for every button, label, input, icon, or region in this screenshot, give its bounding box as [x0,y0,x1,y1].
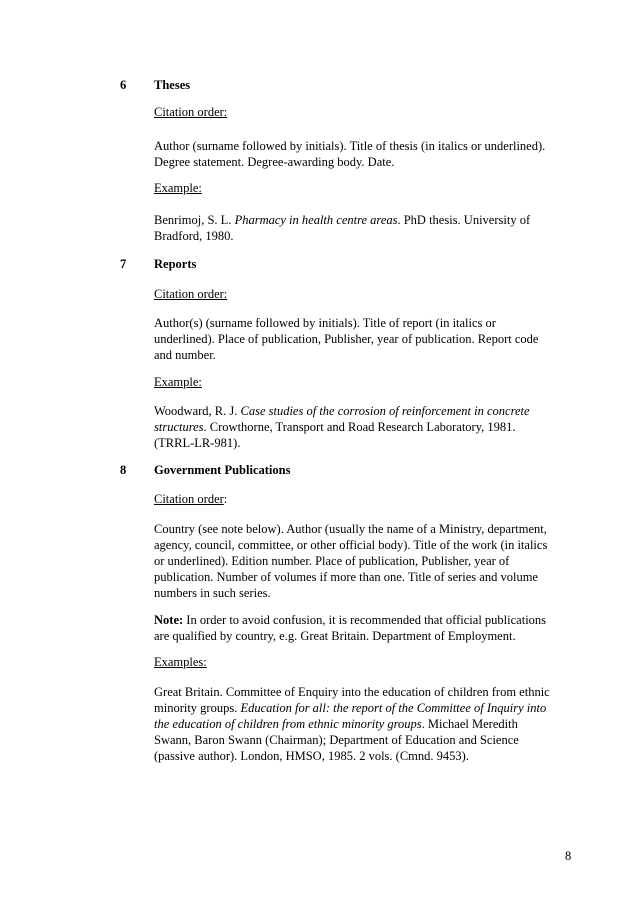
section-heading: Government Publications [154,463,291,477]
citation-order-label: Citation order: [154,105,228,119]
citation-order-text: Author (surname followed by initials). Title of thesis (in italics or underlined). Degree statement. Degree-awarding body. Date. [154,139,546,169]
example-text: Woodward, R. J. Case studies of the corrosion of reinforcement in concrete structures. Crowthorne, Transport and Road Research Laboratory, 1981. (TRRL-LR-981). [154,404,530,450]
note-text: Note: In order to avoid confusion, it is recommended that official publications are qualified by country, e.g. Great Britain. Department of Employment. [154,613,547,643]
citation-order-text: Author(s) (surname followed by initials). Title of report (in italics or underlined). Place of publication, Publisher, year of publication. Report code and number. [154,316,539,362]
citation-order-label: Citation order: [154,287,228,301]
example-text: Benrimoj, S. L. Pharmacy in health centre areas. PhD thesis. University of Bradford, 1980. [154,213,531,243]
example-label: Example: [154,375,202,389]
section-number: 8 [120,463,127,477]
section-heading: Theses [154,78,191,92]
section-number: 7 [120,257,127,271]
section-heading: Reports [154,257,197,271]
citation-order-label: Citation order: [154,492,228,506]
example-label: Example: [154,181,202,195]
examples-text: Great Britain. Committee of Enquiry into the education of children from ethnic minority groups. Education for all: the report of the Committee of Inquiry into the education of children from ethnic minority groups. Michael Meredith Swann, Baron Swann (Chairman); Department of Education and Science (passive author). London, HMSO, 1985. 2 vols. (Cmnd. 9453). [154,685,550,763]
examples-label: Examples: [154,655,207,669]
citation-order-text: Country (see note below). Author (usually the name of a Ministry, department, agency, council, committee, or other official body). Title of the work (in italics or underlined). Edition number. Place of publication, Publisher, year of publication. Number of volumes if more than one. Title of series and volume numbers in such series. [154,522,548,600]
section-number: 6 [120,78,127,92]
page-number: 8 [565,849,572,863]
